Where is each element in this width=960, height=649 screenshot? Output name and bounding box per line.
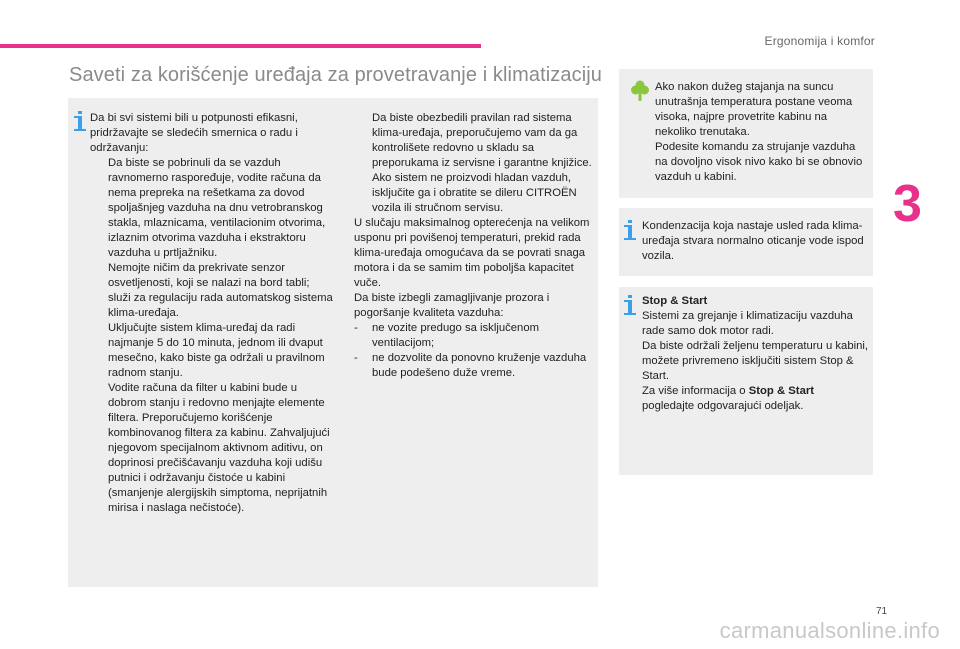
- fogging-dash-item: [354, 321, 594, 351]
- fogging-list: [354, 321, 594, 381]
- advice-bullet-item: [90, 261, 335, 321]
- condensation-text: Kondenzacija koja nastaje usled rada klima-uređaja stvara normalno oticanje vode ispod vozila.: [642, 220, 864, 262]
- watermark: carmanualsonline.info: [719, 618, 940, 643]
- header-accent-bar: [0, 44, 481, 48]
- eco-tip-text: [655, 80, 870, 185]
- advice-bullet-item: [90, 381, 335, 516]
- advice-bullet-text: Ako sistem ne proizvodi hladan vazduh, isključite ga i obratite se dileru CITROËN vozila ili stručnom servisu.: [372, 172, 577, 214]
- advice-bullet-item: [90, 321, 335, 381]
- advice-bullet-text: Uključujte sistem klima-uređaj da radi najmanje 5 do 10 minuta, jednom ili dvaput mesečno, kako biste ga održali u pravilnom radnom stanju.: [108, 322, 325, 379]
- fogging-dash-marker: -: [354, 322, 358, 334]
- advice-list-2: [354, 111, 594, 216]
- advice-bullet-item: [90, 156, 335, 261]
- stop-start-text-3: Za više informacija o Stop & Start pogledajte odgovarajući odeljak.: [642, 385, 815, 412]
- eco-text-1: Ako nakon dužeg stajanja na suncu unutrašnja temperatura postane veoma visoka, najpre provetrite kabinu na nekoliko trenutaka.: [655, 81, 853, 138]
- stop-start-text-1: Sistemi za grejanje i klimatizaciju vazduha rade samo dok motor radi.: [642, 310, 853, 337]
- chapter-number: 3: [893, 175, 922, 233]
- advice-bullet-text: Da biste obezbedili pravilan rad sistema klima-uređaja, preporučujemo vam da ga kontrolišete redovno u skladu sa preporukama iz servisne i garantne knjižice.: [372, 112, 592, 169]
- fogging-dash-item: [354, 351, 594, 381]
- advice-bullet-item: [354, 111, 594, 171]
- stop-start-ref: Stop & Start: [748, 385, 815, 397]
- fogging-dash-text: ne vozite predugo sa isključenom ventilacijom;: [372, 322, 540, 349]
- eco-tree-icon: [631, 80, 649, 102]
- advice-bullet-text: Nemojte ničim da prekrivate senzor osvetljenosti, koji se nalazi na bord tabli; služi za regulaciju rada automatskog sistema klima-uređaja.: [108, 262, 333, 319]
- info-icon: [624, 220, 636, 240]
- stop-start-text: [642, 294, 870, 414]
- info-icon: [624, 295, 636, 315]
- advice-list-1: [90, 156, 335, 516]
- page-number: 71: [876, 606, 888, 617]
- advice-column-2: [354, 111, 594, 381]
- advice-bullet-item: [354, 171, 594, 216]
- fogging-dash-marker: -: [354, 352, 358, 364]
- intro-text: Da bi svi sistemi bili u potpunosti efikasni, pridržavajte se sledećih smernica o radu i održavanju:: [90, 112, 298, 154]
- load-paragraph: U slučaju maksimalnog opterećenja na velikom usponu pri povišenoj temperaturi, prekid rada klima-uređaja omogućava da se povrati snaga motora i da se samim tim poboljša kapacitet vuče.: [354, 217, 590, 289]
- fogging-paragraph: Da biste izbegli zamagljivanje prozora i pogoršanje kvaliteta vazduha:: [354, 292, 550, 319]
- section-title: Ergonomija i komfor: [764, 34, 875, 48]
- stop-start-text-2: Da biste održali željenu temperaturu u kabini, možete privremeno isključiti sistem Stop & Start.: [642, 340, 869, 382]
- advice-bullet-text: Vodite računa da filter u kabini bude u dobrom stanju i redovno menjajte elemente filtera. Preporučujemo korišćenje kombinovanog filtera za kabinu. Zahvaljujući njegovom specijalnom aktivnom aditivu, on doprinosi prečišćavanju vazduha koji udišu putnici i održavanju čistoće u kabini (smanjenje alergijskih simptoma, neprijatnih mirisa i naslaga nečistoće).: [108, 382, 330, 514]
- info-icon: [74, 111, 86, 131]
- stop-start-title: Stop & Start: [642, 295, 708, 307]
- fogging-dash-text: ne dozvolite da ponovno kruženje vazduha bude podešeno duže vreme.: [372, 352, 587, 379]
- advice-bullet-text: Da biste se pobrinuli da se vazduh ravnomerno raspoređuje, vodite računa da nema prepreka na rešetkama za dovod spoljašnjeg vazduha na dnu vetrobranskog stakla, mlaznicama, ventilacionim otvorima, izlaznim otvorima vazduha i ekstraktoru vazduha u prtljažniku.: [108, 157, 326, 259]
- advice-column-1: [90, 111, 335, 516]
- eco-text-2: Podesite komandu za strujanje vazduha na dovoljno visok nivo kako bi se obnovio vazduh u kabini.: [655, 141, 863, 183]
- page-title: Saveti za korišćenje uređaja za provetravanje i klimatizaciju: [69, 64, 603, 86]
